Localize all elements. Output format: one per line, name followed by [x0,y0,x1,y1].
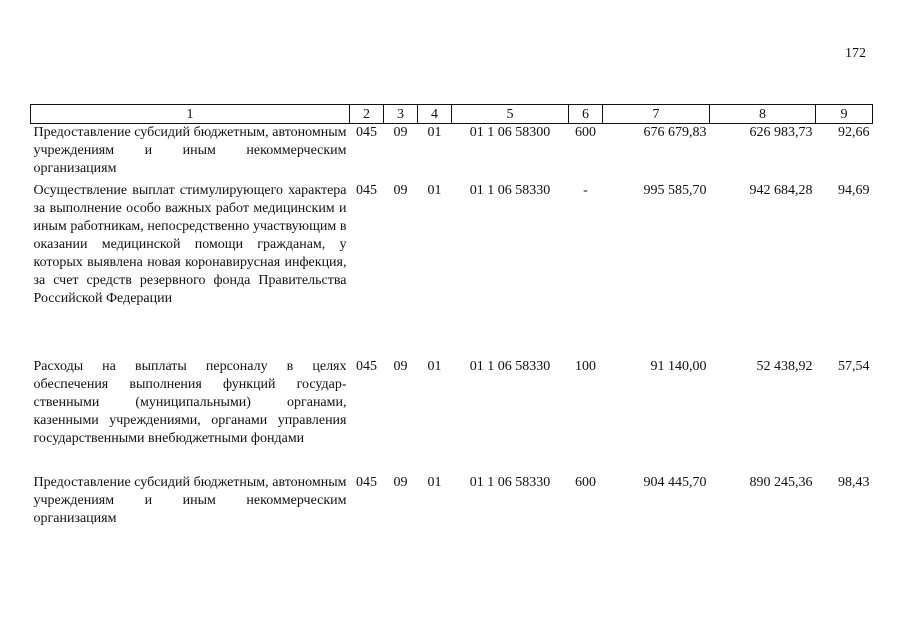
row-col7: 904 445,70 [643,474,707,490]
budget-table [30,104,873,532]
row-grbs: 045 [356,125,377,140]
row-col8: 626 983,73 [749,125,813,140]
table-row [31,358,873,474]
row-col8: 890 245,36 [749,474,813,490]
row-expense-type: 600 [575,474,596,490]
row-col9: 94,69 [838,182,870,198]
header-col-4: 4 [418,105,452,124]
page-number: 172 [845,46,866,61]
row-subsection: 01 [427,125,442,140]
row-section: 09 [393,125,408,140]
row-col9: 98,43 [838,474,870,490]
table-row [31,474,873,532]
row-grbs: 045 [356,474,377,490]
header-row [31,105,873,124]
row-subsection: 01 [427,182,442,198]
row-subsection: 01 [427,358,442,374]
row-description: Осуществление выплат стимулирующего характера за выполнение особо важных работ медицинским и иным работникам, непосредственно участвующим в оказании медицинской помощи гражданам, у которых выявлена новая коронавирусная инфекция, за счет средств резервного фонда Правительства Российской Федерации [33,182,347,306]
row-col7: 676 679,83 [643,125,707,140]
row-col8: 52 438,92 [756,358,813,374]
header-col-9: 9 [816,105,873,124]
row-description: Предоставление субсидий бюджетным, автономным учреждениям и иным некоммерческим организациям [33,125,347,176]
header-col-6: 6 [569,105,603,124]
row-description: Расходы на выплаты персоналу в целях обеспечения выполнения функций государ-ственными (муниципальными) органами, казенными учреждениями, органами управления государственными внебюджетными фондами [33,358,347,446]
row-col8: 942 684,28 [749,182,813,198]
header-col-2: 2 [350,105,384,124]
row-grbs: 045 [356,182,377,198]
row-section: 09 [393,182,408,198]
table-row [31,124,873,182]
header-col-5: 5 [452,105,569,124]
table-row [31,182,873,358]
row-target: 01 1 06 58300 [469,125,551,140]
row-col9: 57,54 [838,358,870,374]
row-expense-type: 600 [575,125,596,140]
row-grbs: 045 [356,358,377,374]
header-col-3: 3 [384,105,418,124]
row-target: 01 1 06 58330 [469,358,551,374]
row-expense-type: - [583,182,588,198]
header-col-8: 8 [710,105,816,124]
row-target: 01 1 06 58330 [469,474,551,490]
row-col7: 91 140,00 [650,358,707,374]
row-col9: 92,66 [838,125,870,140]
row-subsection: 01 [427,474,442,490]
row-col7: 995 585,70 [643,182,707,198]
row-section: 09 [393,358,408,374]
row-expense-type: 100 [575,358,596,374]
row-description: Предоставление субсидий бюджетным, автономным учреждениям и иным некоммерческим организациям [33,474,347,526]
row-section: 09 [393,474,408,490]
header-col-7: 7 [603,105,710,124]
row-target: 01 1 06 58330 [469,182,551,198]
header-col-1: 1 [31,105,350,124]
